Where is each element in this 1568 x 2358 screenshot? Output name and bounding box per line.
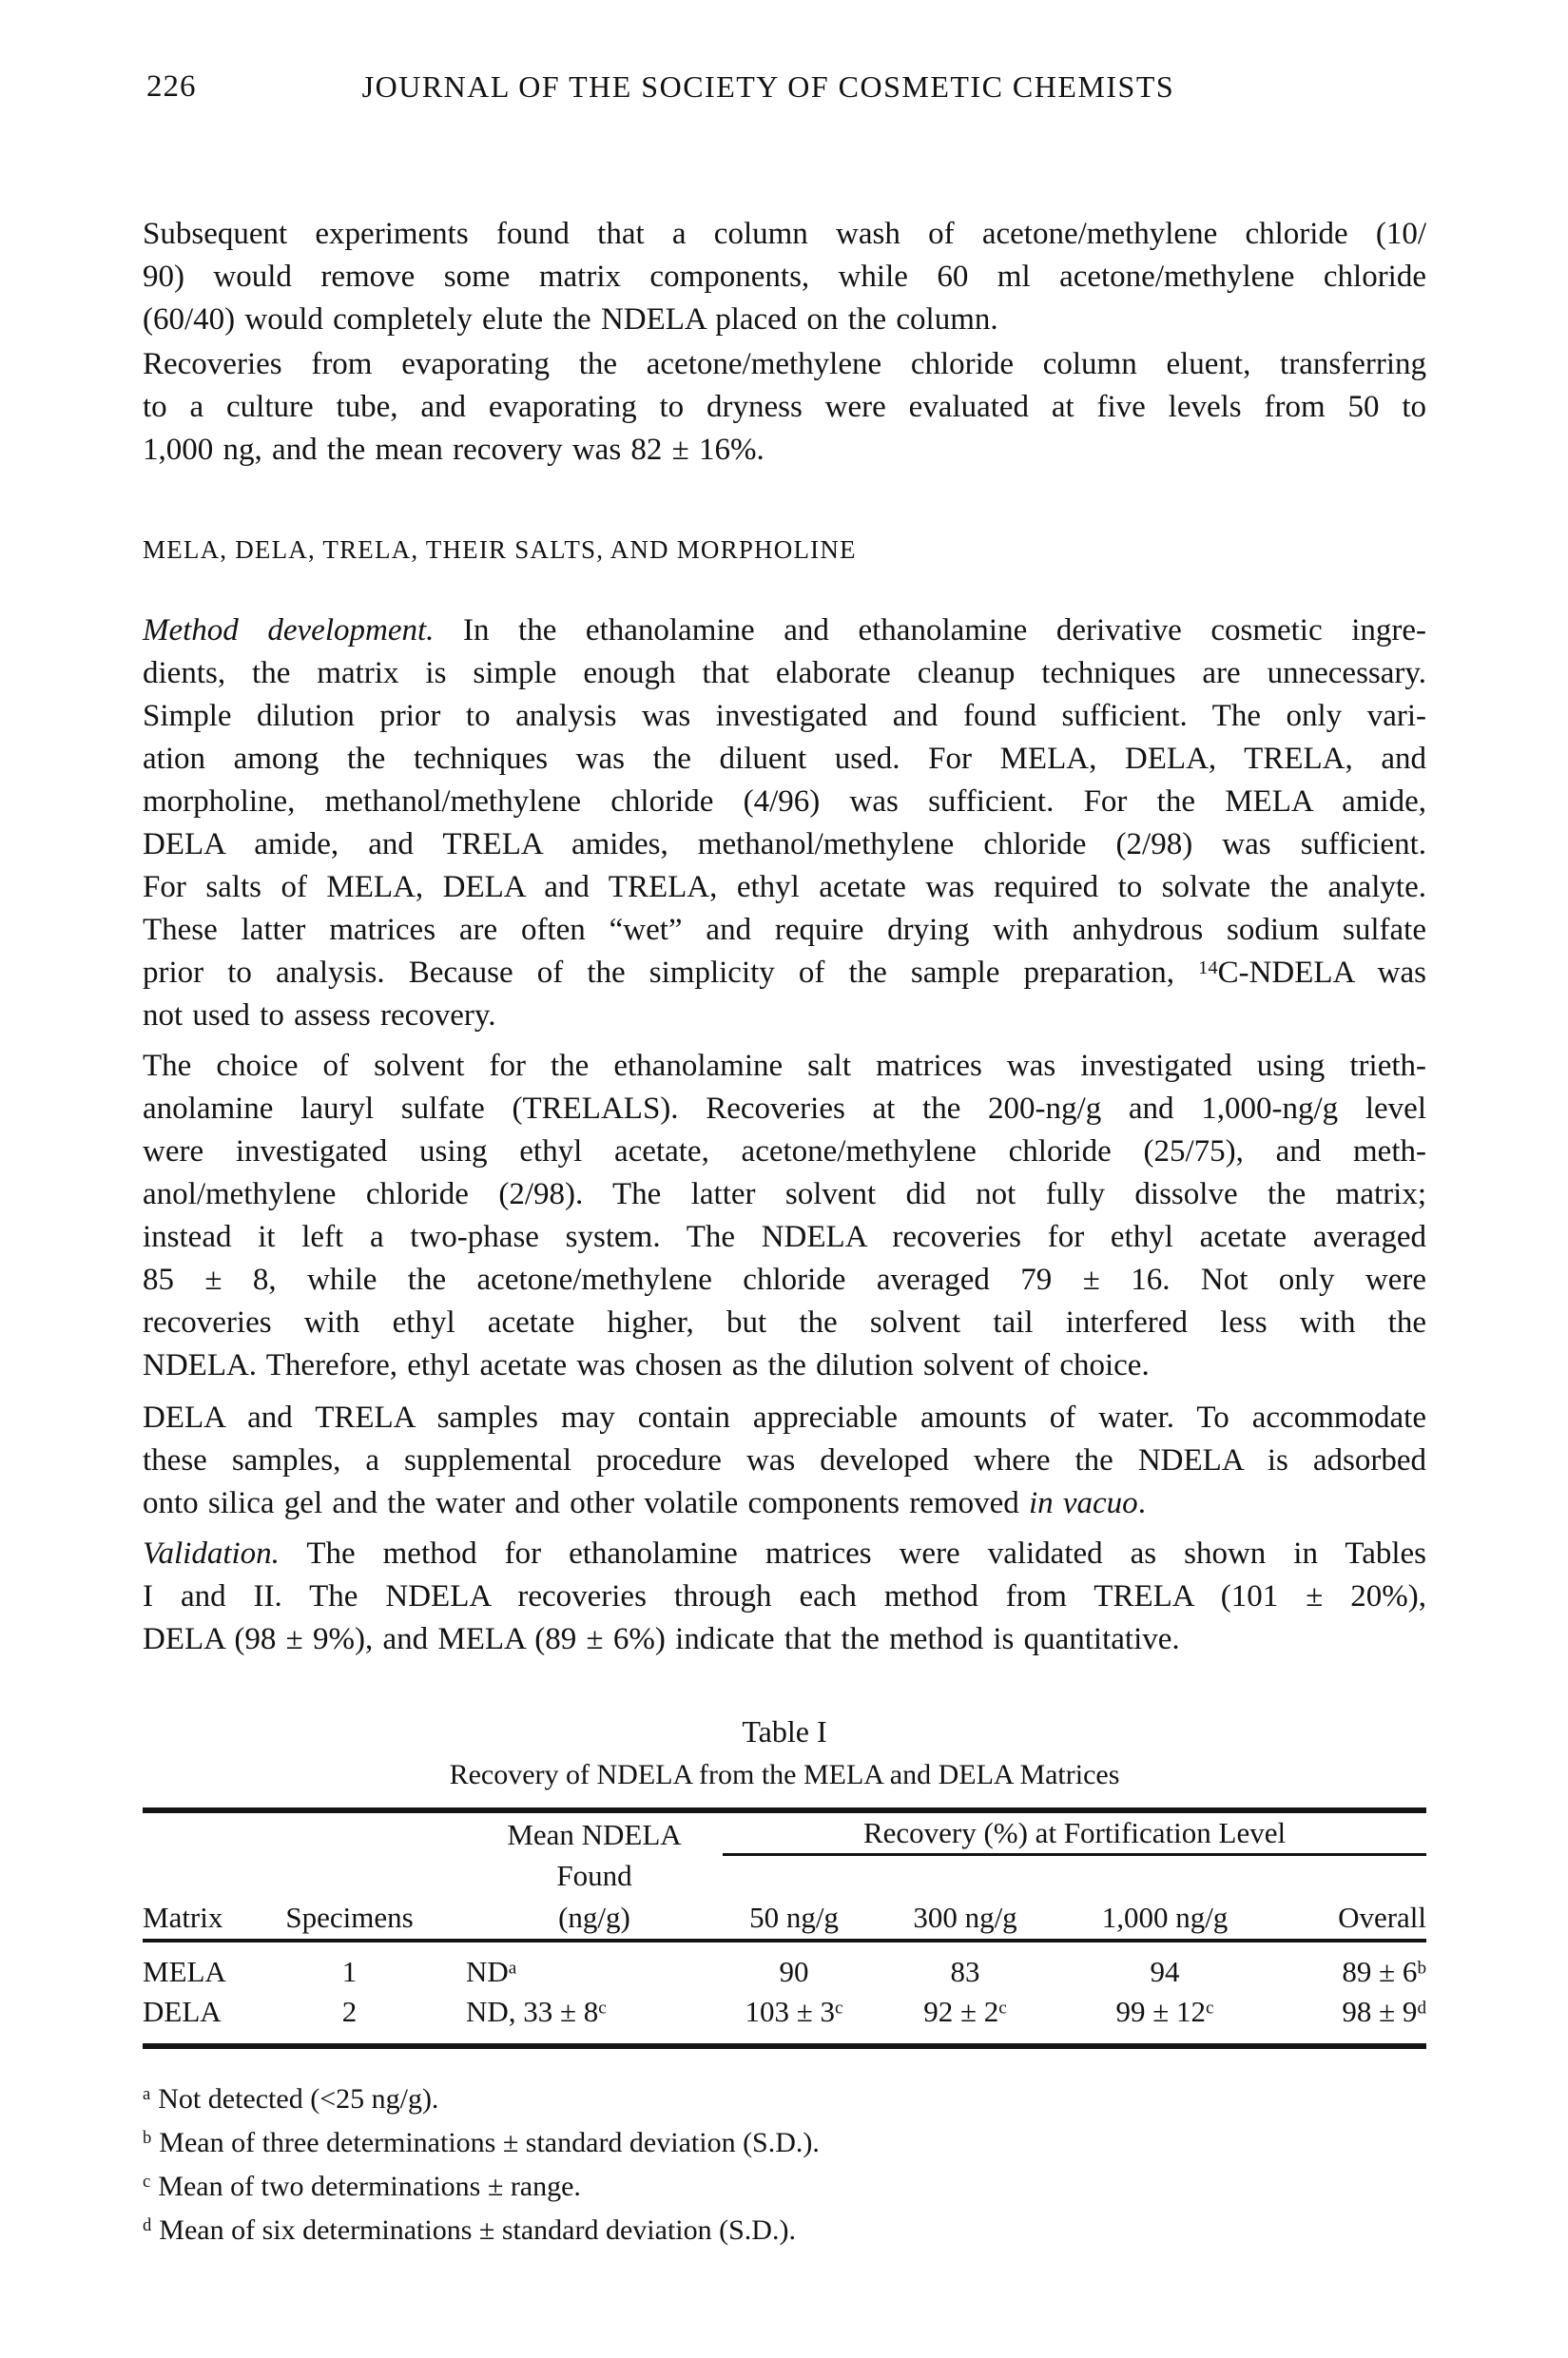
spacer-cell <box>143 1855 466 1897</box>
table-cell: $103 \pm 3^c$ <box>723 1992 865 2046</box>
footnote-text: Mean of six determinations ± standard deviation (S.D.). <box>159 2213 796 2246</box>
recovery-table <box>143 1813 1426 2049</box>
table-cell: MELA <box>143 1954 226 1988</box>
text-line: DELA amide, and TRELA amides, methanol/methylene chloride (2/98) was sufficient. <box>143 827 1426 861</box>
table-cell: $89 \pm 6^b$ <box>1342 1954 1427 1988</box>
section-heading: MELA, DELA, TRELA, THEIR SALTS, AND MORPHOLINE <box>143 535 857 564</box>
spacer-cell <box>723 1855 1426 1897</box>
table-subtitle: Recovery of NDELA from the MELA and DELA Matrices <box>449 1759 1120 1790</box>
text-line: The choice of solvent for the ethanolamine salt matrices was investigated using trieth- <box>143 1049 1426 1083</box>
table-column-header-row <box>143 1897 1426 1941</box>
text-line: 1,000 ng, and the mean recovery was 82 ± 16%. <box>143 433 765 467</box>
text-line: were investigated using ethyl acetate, acetone/methylene chloride (25/75), and meth- <box>143 1134 1426 1169</box>
table-cell: 94 <box>1150 1954 1180 1988</box>
text-line: these samples, a supplemental procedure was developed where the NDELA is adsorbed <box>143 1443 1426 1478</box>
table-cell: 1 <box>341 1954 358 1988</box>
footnote-c <box>143 2165 1426 2209</box>
text-line: DELA and TRELA samples may contain appreciable amounts of water. To accommodate <box>143 1401 1426 1435</box>
table-row-mela <box>143 1941 1426 1992</box>
footnote-text: Not detected (<25 ng/g). <box>158 2082 439 2115</box>
table-cell: $99 \pm 12^c$ <box>1065 1992 1265 2046</box>
column-header-300ngg: 300 ng/g <box>865 1897 1065 1941</box>
text-line: dients, the matrix is simple enough that elaborate cleanup techniques are unnecessary. <box>143 656 1426 690</box>
table-group-header-row <box>143 1813 1426 1855</box>
footnote-b <box>143 2121 1426 2165</box>
column-header-specimens: Specimens <box>233 1897 466 1941</box>
paragraph-method-development <box>143 609 1426 1037</box>
text-line: Subsequent experiments found that a column wash of acetone/methylene chloride (10/ <box>143 217 1426 251</box>
column-header-overall: Overall <box>1265 1897 1426 1941</box>
running-header <box>143 67 1426 106</box>
paragraph-solvent-choice <box>143 1045 1426 1387</box>
text-line: Validation. The method for ethanolamine matrices were validated as shown in Tables <box>143 1537 1426 1571</box>
table-i-block <box>143 1711 1426 2252</box>
table-found-row <box>143 1855 1426 1897</box>
table-title: Table I <box>742 1714 827 1749</box>
table-cell: $98 \pm 9^d$ <box>1265 1992 1426 2046</box>
text-line: anol/methylene chloride (2/98). The latter solvent did not fully dissolve the matrix; <box>143 1177 1426 1211</box>
column-header-matrix: Matrix <box>143 1897 233 1941</box>
text-line: morpholine, methanol/methylene chloride (4/96) was sufficient. For the MELA amide, <box>143 784 1426 819</box>
column-header-50ngg: 50 ng/g <box>723 1897 865 1941</box>
text-line: Recoveries from evaporating the acetone/methylene chloride column eluent, transferring <box>143 347 1426 381</box>
text-line: to a culture tube, and evaporating to dryness were evaluated at five levels from 50 to <box>143 390 1426 424</box>
table-footnotes <box>143 2078 1426 2252</box>
column-header-ngg: (ng/g) <box>466 1897 723 1941</box>
column-header-1000ngg: 1,000 ng/g <box>1065 1897 1265 1941</box>
header-recovery-span: Recovery (%) at Fortification Level <box>723 1813 1426 1855</box>
page-number: 226 <box>146 69 197 104</box>
footnote-text: Mean of three determinations ± standard deviation (S.D.). <box>159 2126 820 2158</box>
footnote-marker: a <box>143 2084 151 2105</box>
text-line: prior to analysis. Because of the simplicity of the sample preparation, $^{14}$C-NDELA was <box>143 956 1426 990</box>
footnote-marker: d <box>143 2215 152 2236</box>
table-cell: $92 \pm 2^c$ <box>865 1992 1065 2046</box>
table-cell: 2 <box>233 1992 466 2046</box>
paragraph-recoveries <box>143 343 1426 472</box>
table-cell: DELA <box>143 1992 233 2046</box>
text-line: onto silica gel and the water and other volatile components removed in vacuo. <box>143 1486 1146 1520</box>
footnote-marker: c <box>143 2172 151 2193</box>
text-line: I and II. The NDELA recoveries through each method from TRELA (101 ± 20%), <box>143 1579 1426 1614</box>
text-line: instead it left a two-phase system. The NDELA recoveries for ethyl acetate averaged <box>143 1220 1426 1254</box>
table-cell: 90 <box>779 1954 809 1988</box>
text-line: 85 ± 8, while the acetone/methylene chloride averaged 79 ± 16. Not only were <box>143 1263 1426 1297</box>
text-line: These latter matrices are often “wet” and require drying with anhydrous sodium sulfate <box>143 913 1426 947</box>
header-mean-ndela: Mean NDELA <box>507 1817 682 1851</box>
paragraph-subsequent-experiments <box>143 213 1426 341</box>
text-line: Method development. In the ethanolamine and ethanolamine derivative cosmetic ingre- <box>143 613 1426 647</box>
footnote-a <box>143 2078 1426 2121</box>
text-line: not used to assess recovery. <box>143 998 496 1033</box>
footnote-d <box>143 2209 1426 2252</box>
text-line: DELA (98 ± 9%), and MELA (89 ± 6%) indicate that the method is quantitative. <box>143 1622 1180 1656</box>
journal-title: JOURNAL OF THE SOCIETY OF COSMETIC CHEMISTS <box>361 69 1175 104</box>
text-line: Simple dilution prior to analysis was investigated and found sufficient. The only vari- <box>143 699 1426 733</box>
paragraph-dela-trela-samples <box>143 1397 1426 1525</box>
text-line: anolamine lauryl sulfate (TRELALS). Recoveries at the 200-ng/g and 1,000-ng/g level <box>143 1092 1426 1126</box>
spacer-cell <box>143 1813 466 1855</box>
table-cell: 83 <box>950 1954 980 1988</box>
footnote-text: Mean of two determinations ± range. <box>158 2170 581 2202</box>
paragraph-validation <box>143 1533 1426 1661</box>
table-cell: $ND^a$ <box>466 1954 517 1988</box>
table-row-dela <box>143 1992 1426 2046</box>
text-line: For salts of MELA, DELA and TRELA, ethyl acetate was required to solvate the analyte. <box>143 870 1426 904</box>
text-line: recoveries with ethyl acetate higher, but the solvent tail interfered less with the <box>143 1305 1426 1340</box>
footnote-marker: b <box>143 2128 152 2149</box>
table-cell: ND, $33 \pm 8^c$ <box>466 1992 723 2046</box>
header-found: Found <box>556 1858 632 1892</box>
text-line: (60/40) would completely elute the NDELA placed on the column. <box>143 302 998 337</box>
text-line: ation among the techniques was the diluent used. For MELA, DELA, TRELA, and <box>143 742 1426 776</box>
page-content <box>143 67 1426 2252</box>
text-line: 90) would remove some matrix components, while 60 ml acetone/methylene chloride <box>143 260 1426 294</box>
text-line: NDELA. Therefore, ethyl acetate was chosen as the dilution solvent of choice. <box>143 1348 1150 1382</box>
